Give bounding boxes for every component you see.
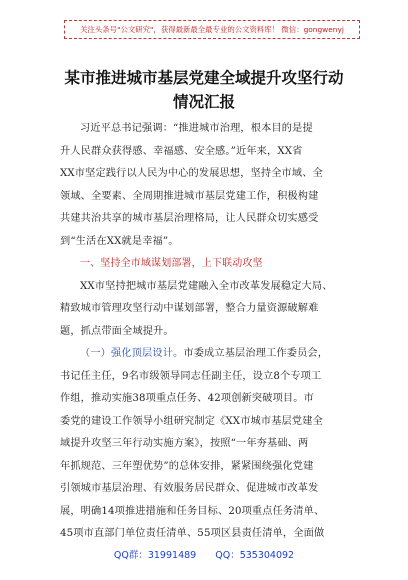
text-line: 年抓规范、三年塑优势”的总体安排，紧紧围绕强化党建 xyxy=(60,460,314,472)
document-body xyxy=(60,118,353,546)
text-fragment: 市委成立基层治理工作委员会， xyxy=(183,348,329,359)
subsection-first-line xyxy=(60,343,353,366)
text-line: 展，明确14项推进措施和任务目标、20项重点任务清单、 xyxy=(60,505,325,517)
section-heading: 一、坚持全市域谋划部署，上下联动攻坚 xyxy=(80,258,263,269)
text-line: 引领城市基层治理、有效服务居民群众、促进城市改革发 xyxy=(60,483,319,494)
text-line: 委党的建设工作领导小组研究制定《XX市城市基层党建全 xyxy=(60,415,323,427)
text-line: 到“生活在XX就是幸福”。 xyxy=(60,235,179,247)
intro-paragraph xyxy=(60,118,353,253)
subsection-heading: （一）强化顶层设计。 xyxy=(80,348,184,359)
text-line: 书记任主任，9名市级领导同志任副主任，设立8个专项工 xyxy=(60,370,322,382)
text-line: 作组，推动实施38项重点任务、42项创新突破项目。市 xyxy=(60,393,314,404)
text-line: 45项市直部门单位责任清单、55项区县责任清单，全面做 xyxy=(60,528,325,539)
text-line: 共建共治共享的城市基层治理格局，让人民群众切实感受 xyxy=(60,213,319,224)
title-line-1: 某市推进城市基层党建全域提升攻坚行动 xyxy=(64,68,344,87)
text-line: XX市坚持把城市基层党建融入全市改革发展稳定大局、 xyxy=(80,280,333,292)
title-line-2: 情况汇报 xyxy=(172,92,235,111)
text-line: 习近平总书记强调：“推进城市治理，根本目的是提 xyxy=(80,123,313,134)
text-line: 域提升攻坚三年行动实施方案》，按照“一年夯基础、两 xyxy=(60,438,309,449)
text-line: XX市坚定践行以人民为中心的发展思想，坚持全市域、全 xyxy=(60,168,323,179)
section-1 xyxy=(60,253,353,343)
promo-banner-text: 关注头条号"公文研究"，获得最新最全最专业的公文资料库！ 微信：gongwenyj xyxy=(80,25,344,34)
text-line: 精致城市管理攻坚行动中谋划部署，整合力量资源破解难 xyxy=(60,303,319,314)
qq-group-text: QQ群：31991489 xyxy=(113,550,197,561)
text-line: 升人民群众获得感、幸福感、安全感。”近年来，XX省 xyxy=(60,145,303,157)
subsection-1 xyxy=(60,343,353,546)
text-line: 题，抓点带面全域提升。 xyxy=(60,325,174,337)
promo-banner xyxy=(64,20,360,39)
footer-contact xyxy=(0,547,408,561)
qq-text: QQ：535304092 xyxy=(215,550,295,561)
text-line: 领域、全要素、全周期推进城市基层党建工作，积极构建 xyxy=(60,190,319,202)
document-title xyxy=(40,66,368,114)
